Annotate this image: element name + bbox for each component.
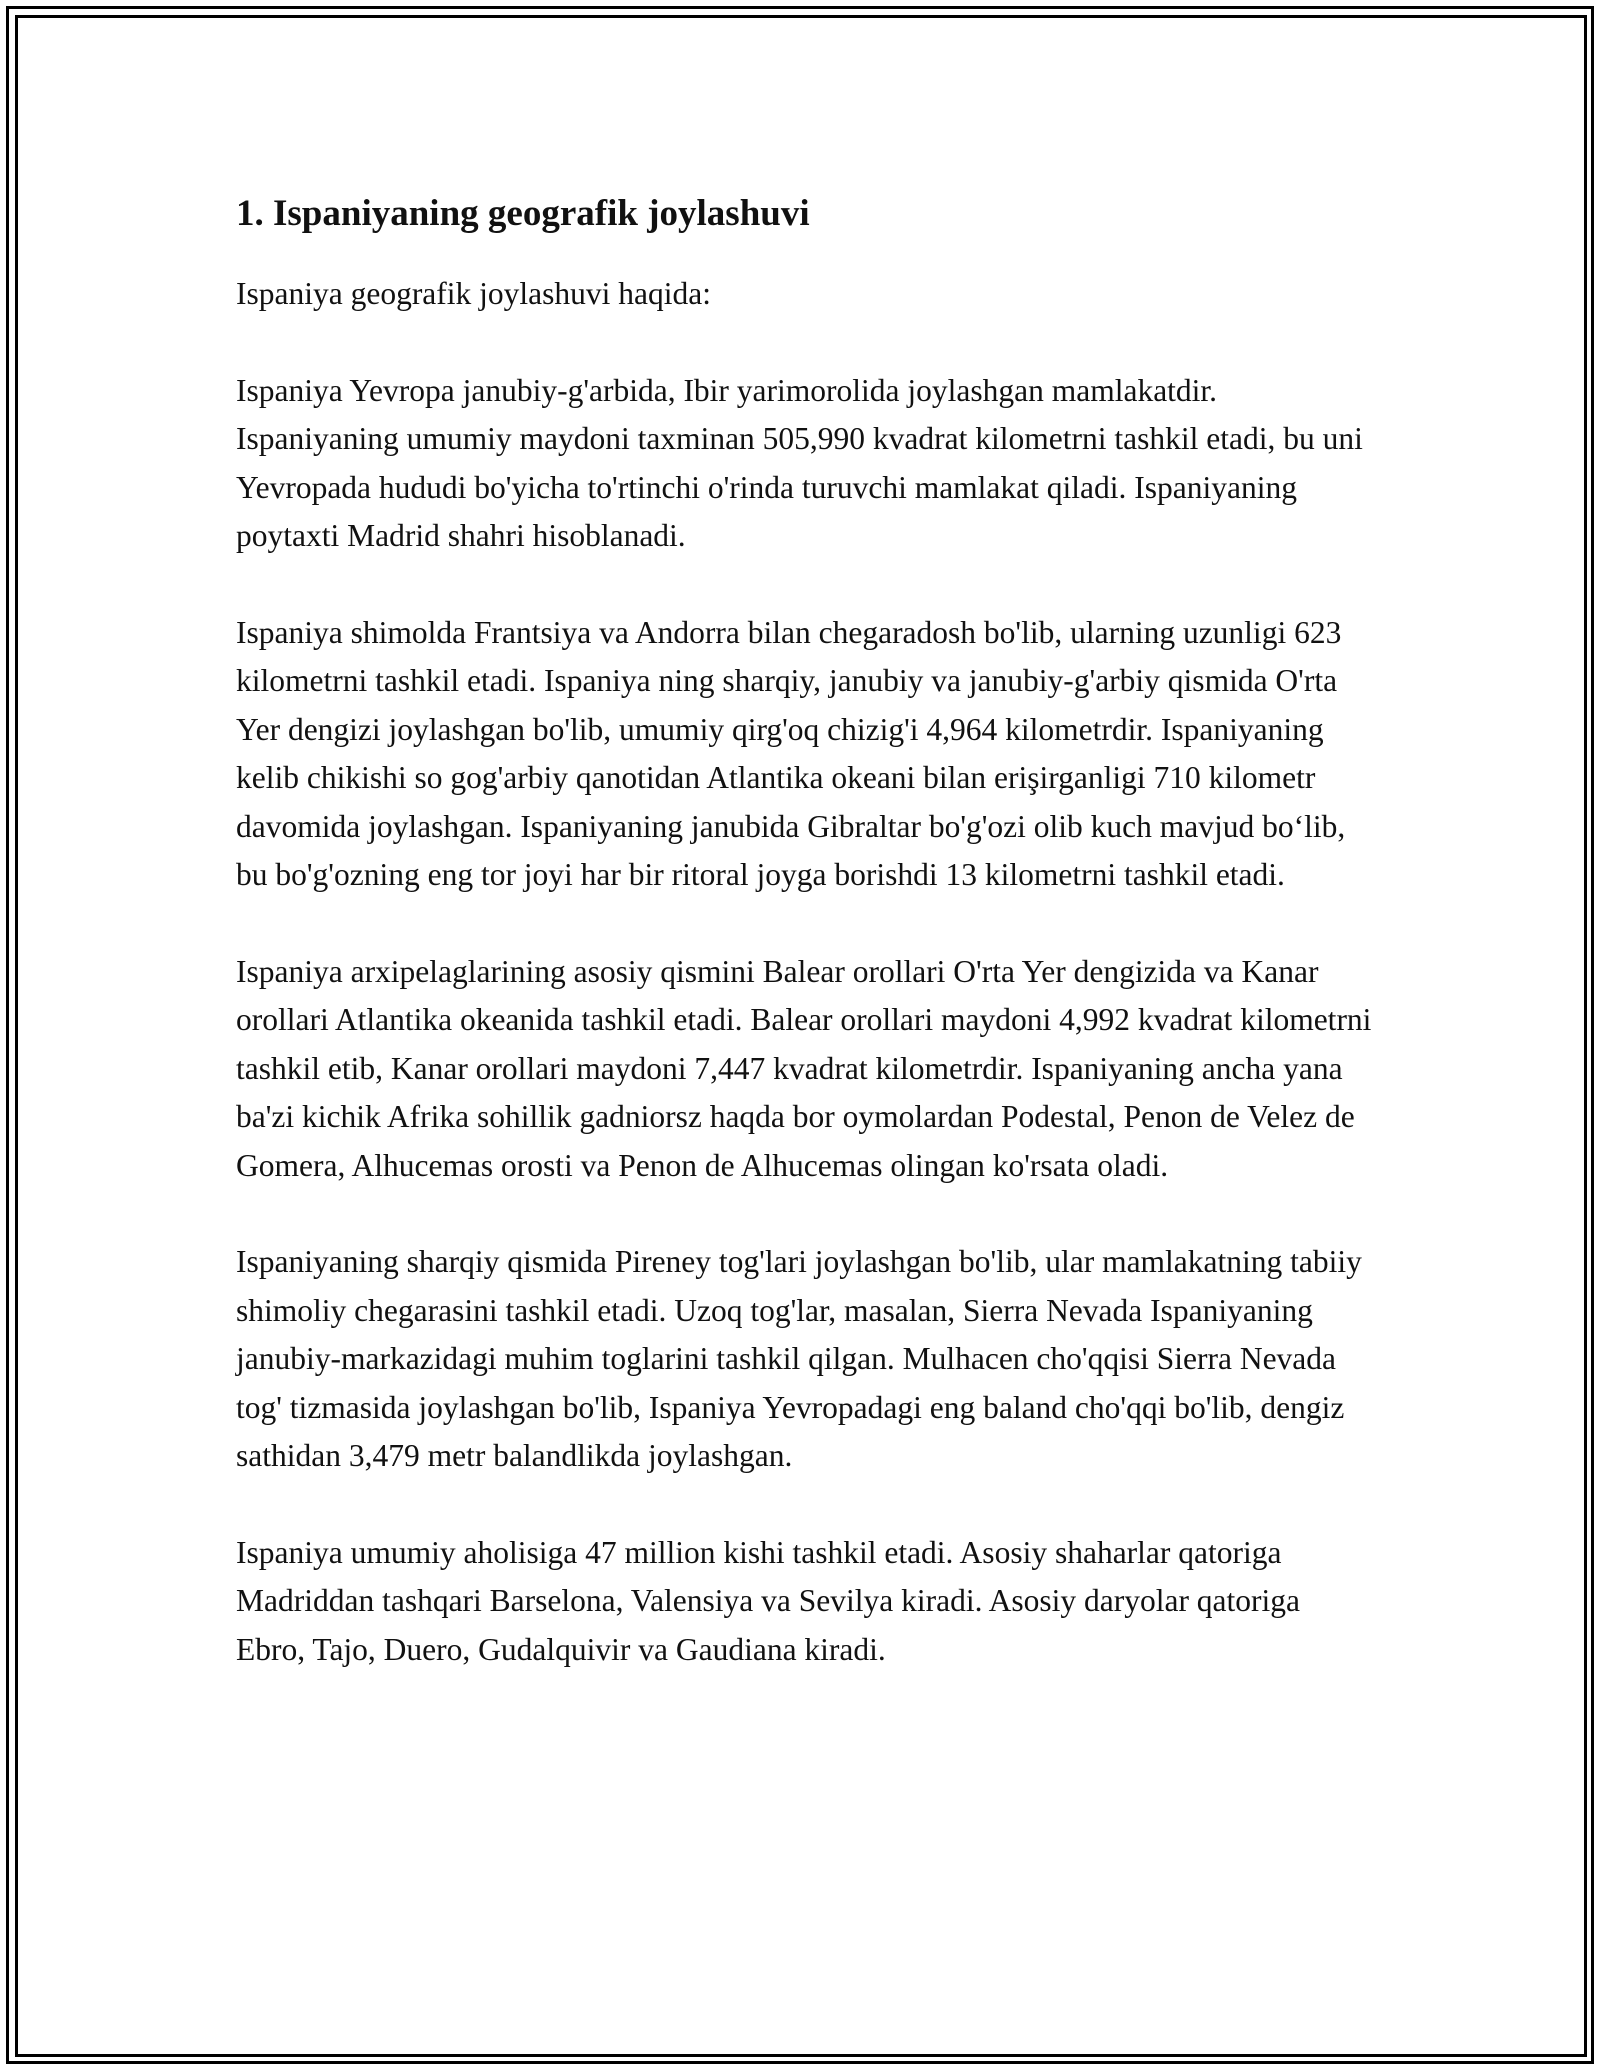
population-paragraph: Ispaniya umumiy aholisiga 47 million kishi tashkil etadi. Asosiy shaharlar qatoriga Madriddan tashqari Barselona, Valensiya va Sevilya kiradi. Asosiy daryolar qatoriga Ebro, Tajo, Duero, Gudalquivir va Gaudiana kiradi. <box>236 1534 1301 1667</box>
section-title: 1. Ispaniyaning geografik joylashuvi <box>236 193 810 234</box>
islands-paragraph: Ispaniya arxipelaglarining asosiy qismini Balear orollari O'rta Yer dengizida va Kanar orollari Atlantika okeanida tashkil etadi. Balear orollari maydoni 4,992 kvadrat kilometrni tashkil etib, Kanar orollari maydoni 7,447 kvadrat kilometrdir. Ispaniyaning ancha yana ba'zi kichik Afrika sohillik gadniorsz haqda bor oymolardan Podestal, Penon de Velez de Gomera, Alhucemas orosti va Penon de Alhucemas olingan ko'rsata oladi. <box>236 953 1372 1183</box>
location-paragraph: Ispaniya Yevropa janubiy-g'arbida, Ibir yarimorolida joylashgan mamlakatdir. Ispaniyaning umumiy maydoni taxminan 505,990 kvadrat kilometrni tashkil etadi, bu uni Yevropada hududi bo'yicha to'rtinchi o'rinda turuvchi mamlakat qiladi. Ispaniyaning poytaxti Madrid shahri hisoblanadi. <box>236 372 1363 553</box>
mountains-paragraph: Ispaniyaning sharqiy qismida Pireney tog'lari joylashgan bo'lib, ular mamlakatning tabiiy shimoliy chegarasini tashkil etadi. Uzoq tog'lar, masalan, Sierra Nevada Ispaniyaning janubiy-markazidagi muhim toglarini tashkil qilgan. Mulhacen cho'qqisi Sierra Nevada tog' tizmasida joylashgan bo'lib, Ispaniya Yevropadagi eng baland cho'qqi bo'lib, dengiz sathidan 3,479 metr balandlikda joylashgan. <box>236 1244 1362 1473</box>
borders-paragraph: Ispaniya shimolda Frantsiya va Andorra bilan chegaradosh bo'lib, ularning uzunligi 623 kilometrni tashkil etadi. Ispaniya ning sharqiy, janubiy va janubiy-g'arbiy qismida O'rta Yer dengizi joylashgan bo'lib, umumiy qirg'oq chizig'i 4,964 kilometrdir. Ispaniyaning kelib chikishi so gog'arbiy qanotidan Atlantika okeani bilan erişirganligi 710 kilometr davomida joylashgan. Ispaniyaning janubida Gibraltar bo'g'ozi olib kuch mavjud bo‘lib, bu bo'g'ozning eng tor joyi har bir ritoral joyga borishdi 13 kilometrni tashkil etadi. <box>236 614 1346 892</box>
intro-paragraph: Ispaniya geografik joylashuvi haqida: <box>236 276 711 311</box>
document-body <box>236 188 1376 1722</box>
